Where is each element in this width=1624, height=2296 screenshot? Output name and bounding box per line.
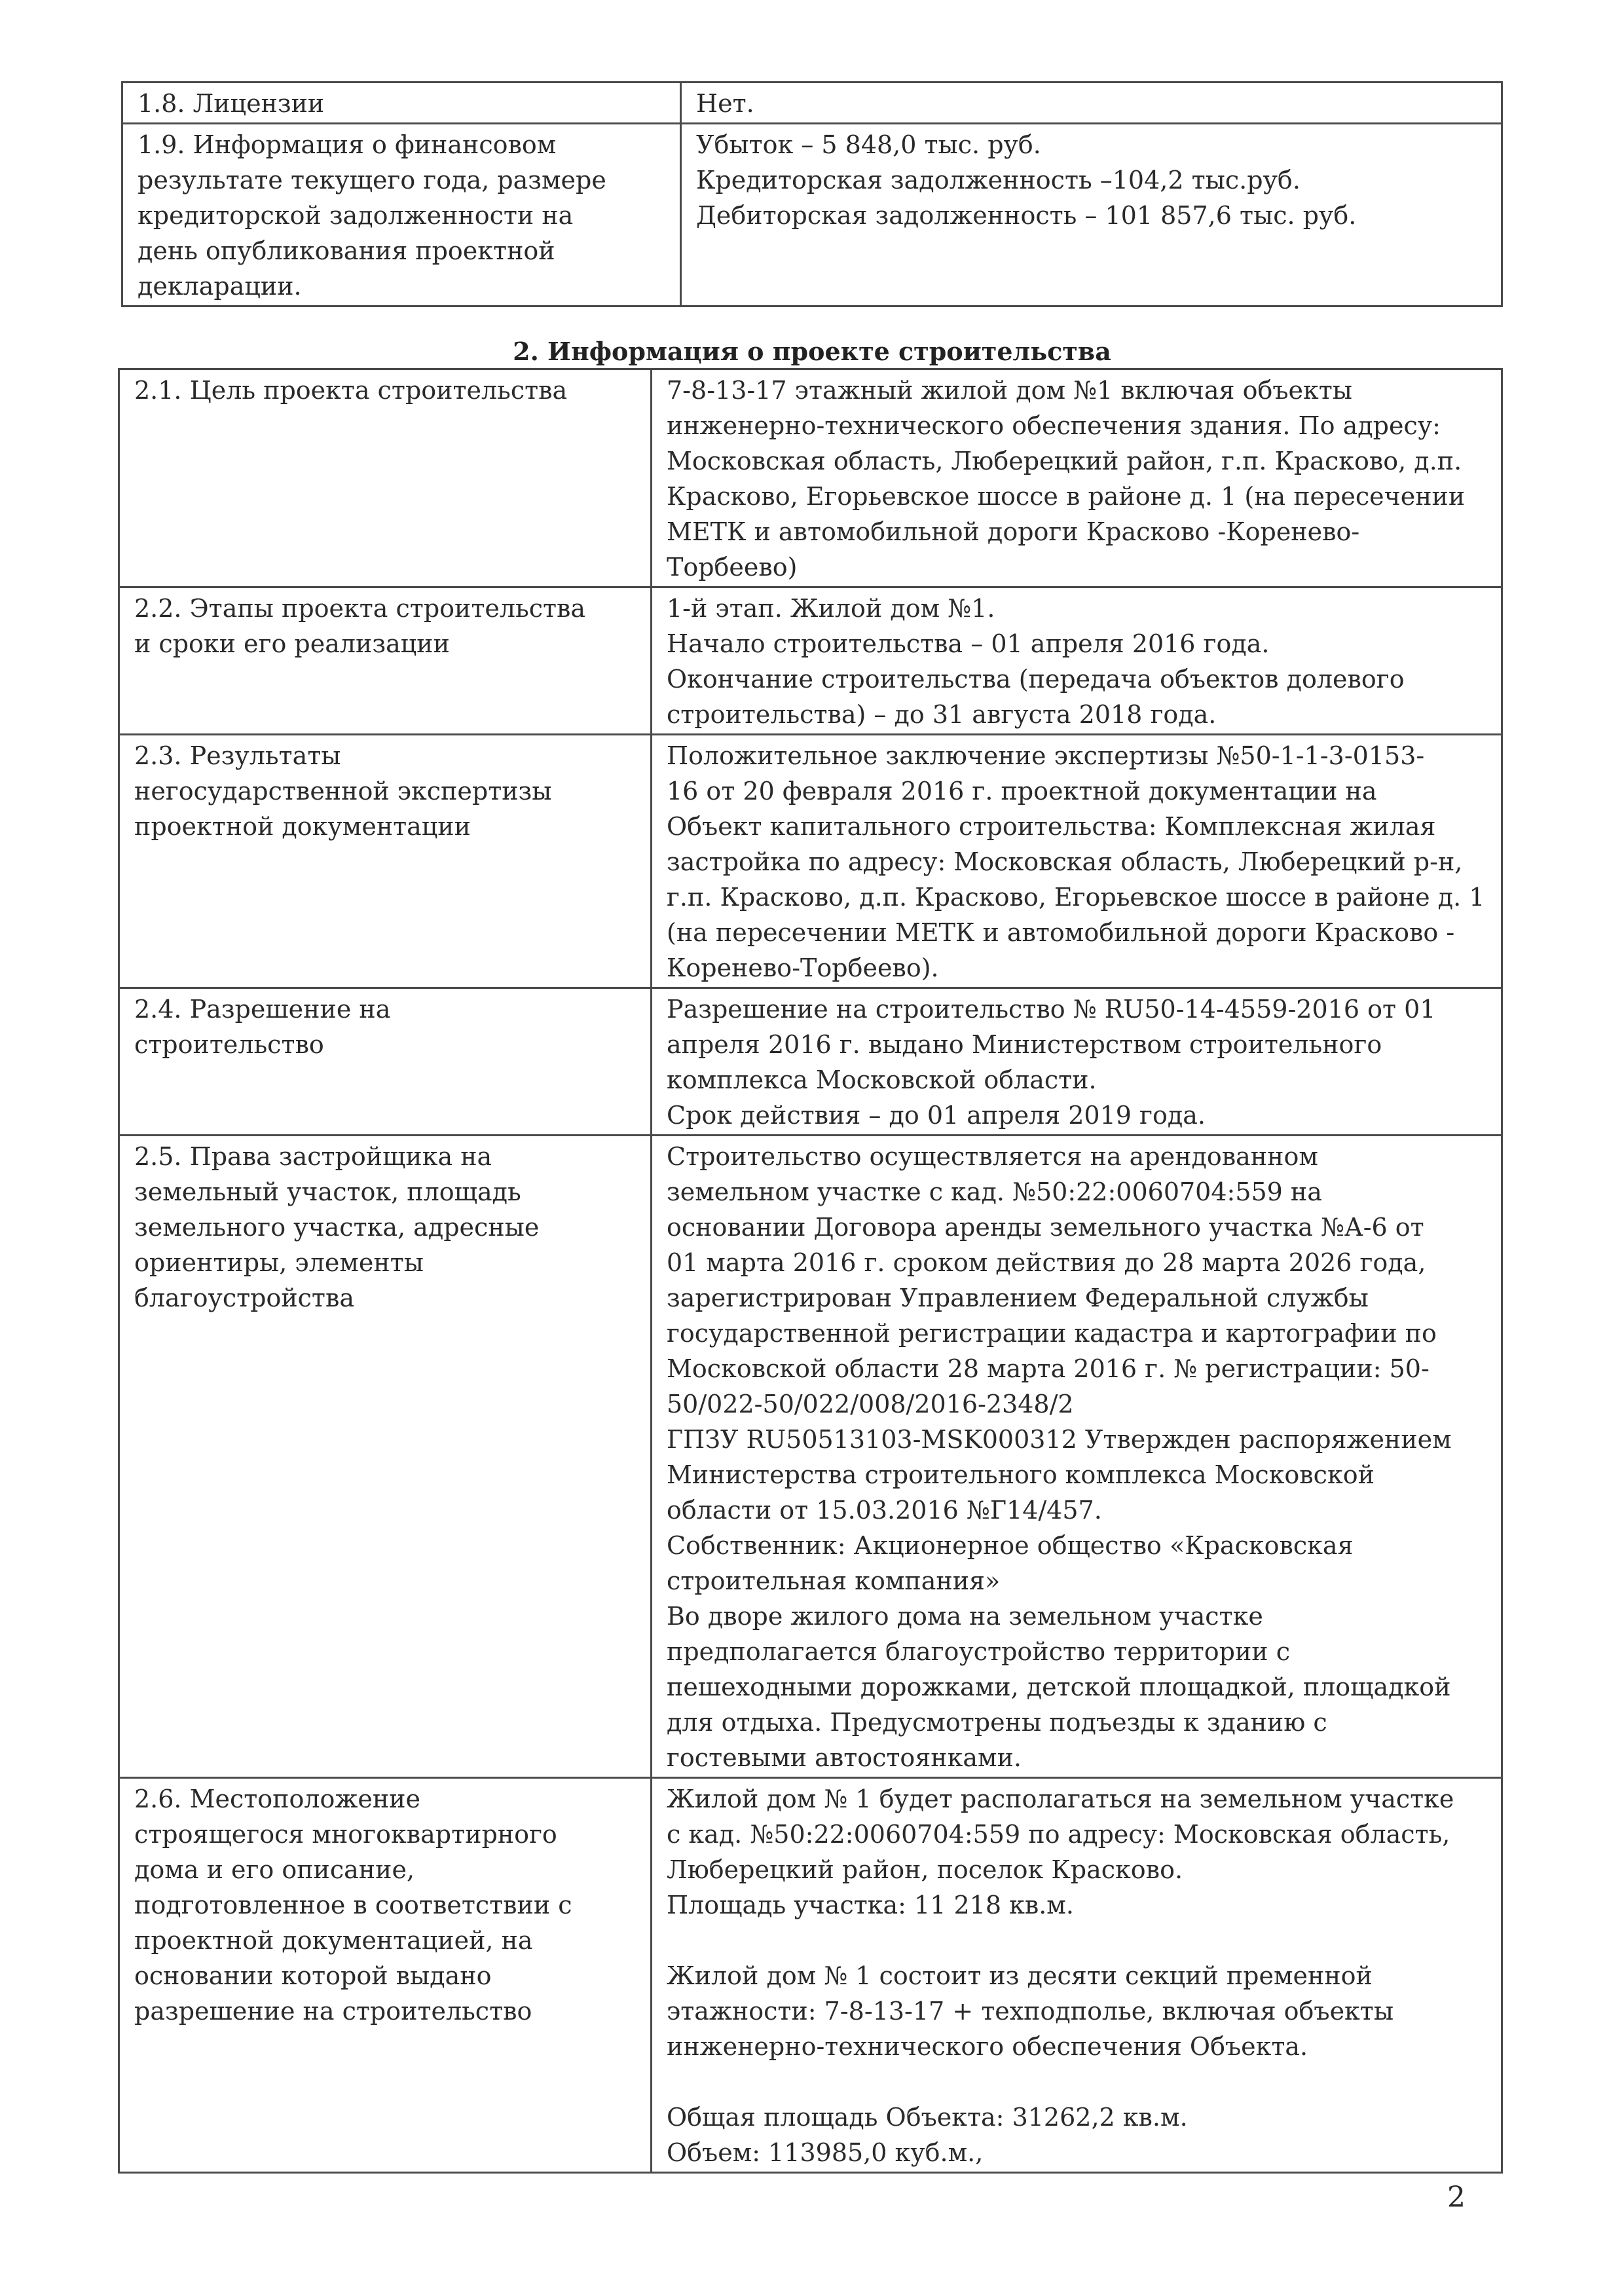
text-line: кредиторской задолженности на [138, 201, 574, 230]
text-line: земельного участка, адресные [134, 1213, 540, 1242]
text-line: Дебиторская задолженность – 101 857,6 тыс. руб. [696, 201, 1357, 230]
text-line: этажности: 7-8-13-17 + техподполье, включая объекты [667, 1997, 1394, 2026]
text-line: Коренево-Торбеево). [667, 954, 939, 982]
row-label-2-5 [119, 1136, 652, 1778]
text-line: пешеходными дорожками, детской площадкой, площадкой [667, 1673, 1451, 1701]
text-line: государственной регистрации кадастра и картографии по [667, 1319, 1437, 1348]
text-line: 50/022-50/022/008/2016-2348/2 [667, 1390, 1074, 1418]
text-line: Убыток – 5 848,0 тыс. руб. [696, 130, 1041, 159]
text-line: Положительное заключение экспертизы №50-1-1-3-0153- [667, 741, 1425, 770]
text-line: проектной документации [134, 812, 471, 841]
text-line: основании которой выдано [134, 1961, 492, 1990]
table-row [119, 587, 1502, 735]
text-line: Жилой дом № 1 будет располагаться на земельном участке [667, 1785, 1454, 1813]
text-line: для отдыха. Предусмотрены подъезды к зданию с [667, 1708, 1327, 1737]
text-line: разрешение на строительство [134, 1997, 532, 2026]
text-line: Кредиторская задолженность –104,2 тыс.руб. [696, 166, 1301, 194]
text-line: Красково, Егорьевское шоссе в районе д. 1 (на пересечении [667, 482, 1466, 511]
row-value-2-6 [652, 1778, 1502, 2173]
text-line: 1-й этап. Жилой дом №1. [667, 594, 995, 623]
blank-line [667, 1923, 1486, 1958]
page-number: 2 [1447, 2181, 1466, 2214]
row-label-2-6 [119, 1778, 652, 2173]
text-line: и сроки его реализации [134, 629, 450, 658]
text-line: 2.3. Результаты [134, 741, 341, 770]
project-info-table [118, 368, 1503, 2174]
text-line: (на пересечении МЕТК и автомобильной дороги Красково - [667, 918, 1455, 947]
text-line: с кад. №50:22:0060704:559 по адресу: Московская область, [667, 1820, 1450, 1849]
text-line: зарегистрирован Управлением Федеральной службы [667, 1284, 1369, 1312]
text-line: Срок действия – до 01 апреля 2019 года. [667, 1101, 1206, 1130]
row-label-2-3 [119, 735, 652, 988]
text-line: земельном участке с кад. №50:22:0060704:559 на [667, 1177, 1322, 1206]
text-line: декларации. [138, 272, 302, 301]
text-line: Во дворе жилого дома на земельном участке [667, 1602, 1263, 1631]
table-row [119, 369, 1502, 587]
text-line: подготовленное в соответствии с [134, 1891, 572, 1919]
text-line: комплекса Московской области. [667, 1065, 1097, 1094]
text-line: Строительство осуществляется на арендованном [667, 1142, 1318, 1171]
text-line: Общая площадь Объекта: 31262,2 кв.м. [667, 2103, 1188, 2132]
text-line: строительства) – до 31 августа 2018 года. [667, 700, 1217, 729]
row-value-2-5 [652, 1136, 1502, 1778]
text-line: Разрешение на строительство № RU50-14-4559-2016 от 01 [667, 995, 1436, 1024]
text-line: дома и его описание, [134, 1855, 415, 1884]
text-line: Начало строительства – 01 апреля 2016 года. [667, 629, 1270, 658]
financial-info-table [121, 81, 1503, 307]
text-line: результате текущего года, размере [138, 166, 606, 194]
text-line: проектной документацией, на [134, 1926, 533, 1955]
row-value-1-8 [681, 83, 1502, 124]
text-line: предполагается благоустройство территории с [667, 1637, 1290, 1666]
table-row [119, 1778, 1502, 2173]
table-row [122, 124, 1502, 306]
text-line: ГПЗУ RU50513103-MSK000312 Утвержден распоряжением [667, 1425, 1452, 1454]
table-row [119, 988, 1502, 1136]
text-line: 16 от 20 февраля 2016 г. проектной документации на [667, 777, 1377, 805]
text-line: благоустройства [134, 1284, 355, 1312]
text-line: МЕТК и автомобильной дороги Красково -Коренево- [667, 517, 1360, 546]
text-line: Люберецкий район, поселок Красково. [667, 1855, 1183, 1884]
text-line: 01 марта 2016 г. сроком действия до 28 марта 2026 года, [667, 1248, 1426, 1277]
blank-line [667, 2064, 1486, 2100]
text-line: апреля 2016 г. выдано Министерством строительного [667, 1030, 1382, 1059]
text-line: день опубликования проектной [138, 236, 555, 265]
text-line: Окончание строительства (передача объектов долевого [667, 665, 1405, 694]
text-line: строящегося многоквартирного [134, 1820, 557, 1849]
table-row [119, 1136, 1502, 1778]
row-label-2-1 [119, 369, 652, 587]
text-line: негосударственной экспертизы [134, 777, 552, 805]
text-line: области от 15.03.2016 №Г14/457. [667, 1496, 1102, 1525]
text-line: 1.9. Информация о финансовом [138, 130, 557, 159]
text-line: Московской области 28 марта 2016 г. № регистрации: 50- [667, 1354, 1430, 1383]
text-line: Собственник: Акционерное общество «Красковская [667, 1531, 1354, 1560]
text-line: Торбеево) [667, 553, 798, 582]
text-line: гостевыми автостоянками. [667, 1743, 1022, 1772]
text-line: застройка по адресу: Московская область, Люберецкий р-н, [667, 847, 1463, 876]
text-line: г.п. Красково, д.п. Красково, Егорьевское шоссе в районе д. 1 [667, 883, 1485, 912]
text-line: Площадь участка: 11 218 кв.м. [667, 1891, 1074, 1919]
text-line: Объект капитального строительства: Комплексная жилая [667, 812, 1436, 841]
text-line: Нет. [696, 89, 754, 118]
text-line: земельный участок, площадь [134, 1177, 521, 1206]
row-value-2-4 [652, 988, 1502, 1136]
text-line: Объем: 113985,0 куб.м., [667, 2138, 984, 2167]
row-label-2-2 [119, 587, 652, 735]
row-label-1-8 [122, 83, 681, 124]
text-line: ориентиры, элементы [134, 1248, 424, 1277]
table-row [119, 735, 1502, 988]
row-label-1-9 [122, 124, 681, 306]
text-line: 2.6. Местоположение [134, 1785, 420, 1813]
text-line: Жилой дом № 1 состоит из десяти секций пременной [667, 1961, 1373, 1990]
row-value-2-3 [652, 735, 1502, 988]
row-value-2-2 [652, 587, 1502, 735]
text-line: строительная компания» [667, 1566, 1001, 1595]
text-line: инженерно-технического обеспечения здания. По адресу: [667, 411, 1441, 440]
text-line: 2.2. Этапы проекта строительства [134, 594, 586, 623]
text-line: строительство [134, 1030, 324, 1059]
row-label-2-4 [119, 988, 652, 1136]
section-title: 2. Информация о проекте строительства [513, 337, 1111, 366]
text-line: 2.4. Разрешение на [134, 995, 391, 1024]
text-line: 7-8-13-17 этажный жилой дом №1 включая объекты [667, 376, 1353, 405]
text-line: Московская область, Люберецкий район, г.п. Красково, д.п. [667, 447, 1462, 475]
row-value-1-9 [681, 124, 1502, 306]
text-line: Министерства строительного комплекса Московской [667, 1460, 1375, 1489]
text-line: 1.8. Лицензии [138, 89, 325, 118]
table-row [122, 83, 1502, 124]
text-line: основании Договора аренды земельного участка №А-6 от [667, 1213, 1424, 1242]
text-line: инженерно-технического обеспечения Объекта. [667, 2032, 1308, 2061]
text-line: 2.1. Цель проекта строительства [134, 376, 568, 405]
text-line: 2.5. Права застройщика на [134, 1142, 492, 1171]
row-value-2-1 [652, 369, 1502, 587]
